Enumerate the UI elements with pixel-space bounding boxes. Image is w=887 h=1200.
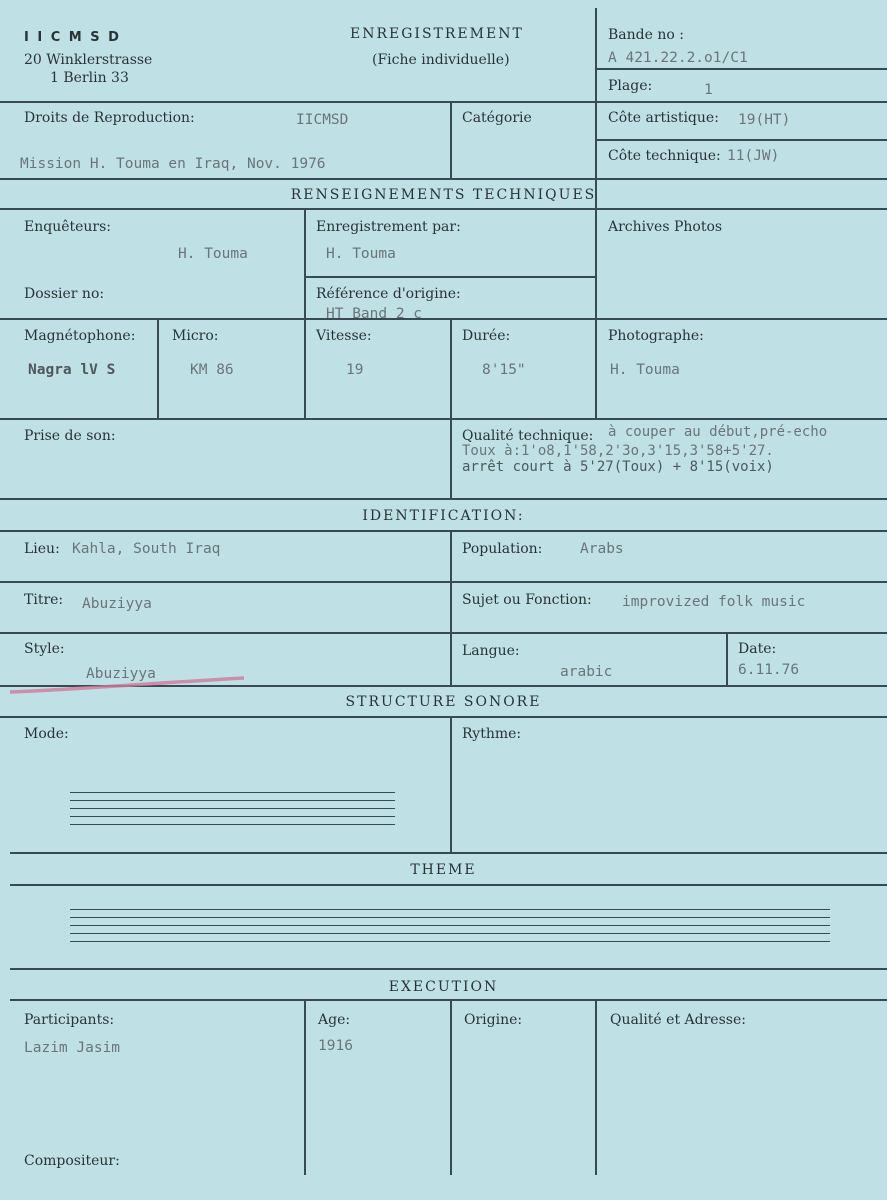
- qualite-technique-value-2: Toux à:1'o8,1'58,2'3o,3'15,3'58+5'27.: [462, 443, 774, 459]
- droits-value: IICMSD: [296, 112, 349, 128]
- mission-value: Mission H. Touma en Iraq, Nov. 1976: [20, 156, 326, 172]
- photographe-value: H. Touma: [610, 362, 680, 378]
- date-label: Date:: [738, 641, 777, 657]
- rule: [0, 318, 887, 320]
- photographe-label: Photographe:: [608, 328, 704, 344]
- rule: [10, 884, 887, 886]
- enregistrement-par-value: H. Touma: [326, 246, 396, 262]
- participants-value: Lazim Jasim: [24, 1040, 121, 1056]
- reference-origine-value: HT Band 2 c: [326, 306, 423, 322]
- enregistrement-par-label: Enregistrement par:: [316, 219, 461, 235]
- rule: [450, 101, 452, 178]
- duree-label: Durée:: [462, 328, 511, 344]
- rule: [595, 8, 597, 318]
- rule: [596, 139, 887, 141]
- org-name: I I C M S D: [24, 30, 121, 45]
- rule: [304, 276, 596, 278]
- bande-value: A 421.22.2.o1/C1: [608, 50, 748, 66]
- plage-value: 1: [704, 82, 713, 98]
- section-execution: EXECUTION: [388, 979, 499, 995]
- reference-origine-label: Référence d'origine:: [316, 286, 461, 302]
- archives-photos-label: Archives Photos: [608, 219, 723, 235]
- dossier-label: Dossier no:: [24, 286, 105, 302]
- age-value: 1916: [318, 1038, 353, 1054]
- lieu-value: Kahla, South Iraq: [72, 541, 221, 557]
- qualite-technique-value-3: arrêt court à 5'27(Toux) + 8'15(voix): [462, 459, 774, 475]
- rule: [157, 318, 159, 418]
- population-label: Population:: [462, 541, 543, 557]
- rythme-label: Rythme:: [462, 726, 522, 742]
- rule: [0, 716, 887, 718]
- rule: [450, 999, 452, 1175]
- section-renseignements-techniques: RENSEIGNEMENTS TECHNIQUES: [290, 187, 597, 203]
- vitesse-value: 19: [346, 362, 364, 378]
- magnetophone-value: Nagra lV S: [28, 362, 116, 378]
- section-identification: IDENTIFICATION:: [362, 508, 525, 524]
- rule: [450, 716, 452, 852]
- lieu-label: Lieu:: [24, 541, 60, 557]
- titre-value: Abuziyya: [82, 596, 152, 612]
- form-title: ENREGISTREMENT: [350, 26, 524, 42]
- micro-label: Micro:: [172, 328, 219, 344]
- sujet-fonction-label: Sujet ou Fonction:: [462, 592, 592, 608]
- micro-value: KM 86: [190, 362, 234, 378]
- compositeur-label: Compositeur:: [24, 1153, 120, 1169]
- mode-label: Mode:: [24, 726, 69, 742]
- qualite-adresse-label: Qualité et Adresse:: [610, 1012, 746, 1028]
- org-address-city: 1 Berlin 33: [50, 70, 129, 86]
- rule: [0, 581, 887, 583]
- qualite-technique-value-1: à couper au début,pré-echo: [608, 424, 828, 440]
- langue-label: Langue:: [462, 643, 520, 659]
- rule: [596, 68, 887, 70]
- rule: [450, 530, 452, 685]
- rule: [304, 999, 306, 1175]
- rule: [726, 632, 728, 685]
- droits-label: Droits de Reproduction:: [24, 110, 195, 126]
- population-value: Arabs: [580, 541, 624, 557]
- cote-artistique-label: Côte artistique:: [608, 110, 719, 126]
- section-structure-sonore: STRUCTURE SONORE: [345, 694, 542, 710]
- magnetophone-label: Magnétophone:: [24, 328, 136, 344]
- qualite-technique-label: Qualité technique:: [462, 428, 594, 444]
- langue-value: arabic: [560, 664, 613, 680]
- sujet-fonction-value: improvized folk music: [622, 594, 806, 610]
- cote-technique-label: Côte technique:: [608, 148, 721, 164]
- rule: [0, 101, 887, 103]
- rule: [0, 418, 887, 420]
- rule: [10, 999, 887, 1001]
- vitesse-label: Vitesse:: [316, 328, 372, 344]
- org-address-street: 20 Winklerstrasse: [24, 52, 153, 68]
- rule: [0, 178, 887, 180]
- titre-label: Titre:: [24, 592, 64, 608]
- rule: [0, 498, 887, 500]
- form-subtitle: (Fiche individuelle): [372, 52, 510, 68]
- cote-technique-value: 11(JW): [727, 148, 780, 164]
- enqueteurs-value: H. Touma: [178, 246, 248, 262]
- age-label: Age:: [318, 1012, 351, 1028]
- rule: [0, 530, 887, 532]
- rule: [450, 318, 452, 498]
- bande-label: Bande no :: [608, 27, 684, 43]
- duree-value: 8'15": [482, 362, 526, 378]
- rule: [10, 852, 887, 854]
- style-label: Style:: [24, 641, 65, 657]
- plage-label: Plage:: [608, 78, 653, 94]
- rule: [304, 208, 306, 418]
- section-theme: THEME: [410, 862, 477, 878]
- rule: [595, 999, 597, 1175]
- date-value: 6.11.76: [738, 662, 800, 678]
- prise-de-son-label: Prise de son:: [24, 428, 116, 444]
- participants-label: Participants:: [24, 1012, 115, 1028]
- cote-artistique-value: 19(HT): [738, 112, 791, 128]
- origine-label: Origine:: [464, 1012, 523, 1028]
- style-value: Abuziyya: [86, 666, 156, 682]
- categorie-label: Catégorie: [462, 110, 532, 126]
- rule: [595, 318, 597, 418]
- rule: [0, 632, 887, 634]
- enqueteurs-label: Enquêteurs:: [24, 219, 112, 235]
- rule: [10, 968, 887, 970]
- rule: [0, 208, 887, 210]
